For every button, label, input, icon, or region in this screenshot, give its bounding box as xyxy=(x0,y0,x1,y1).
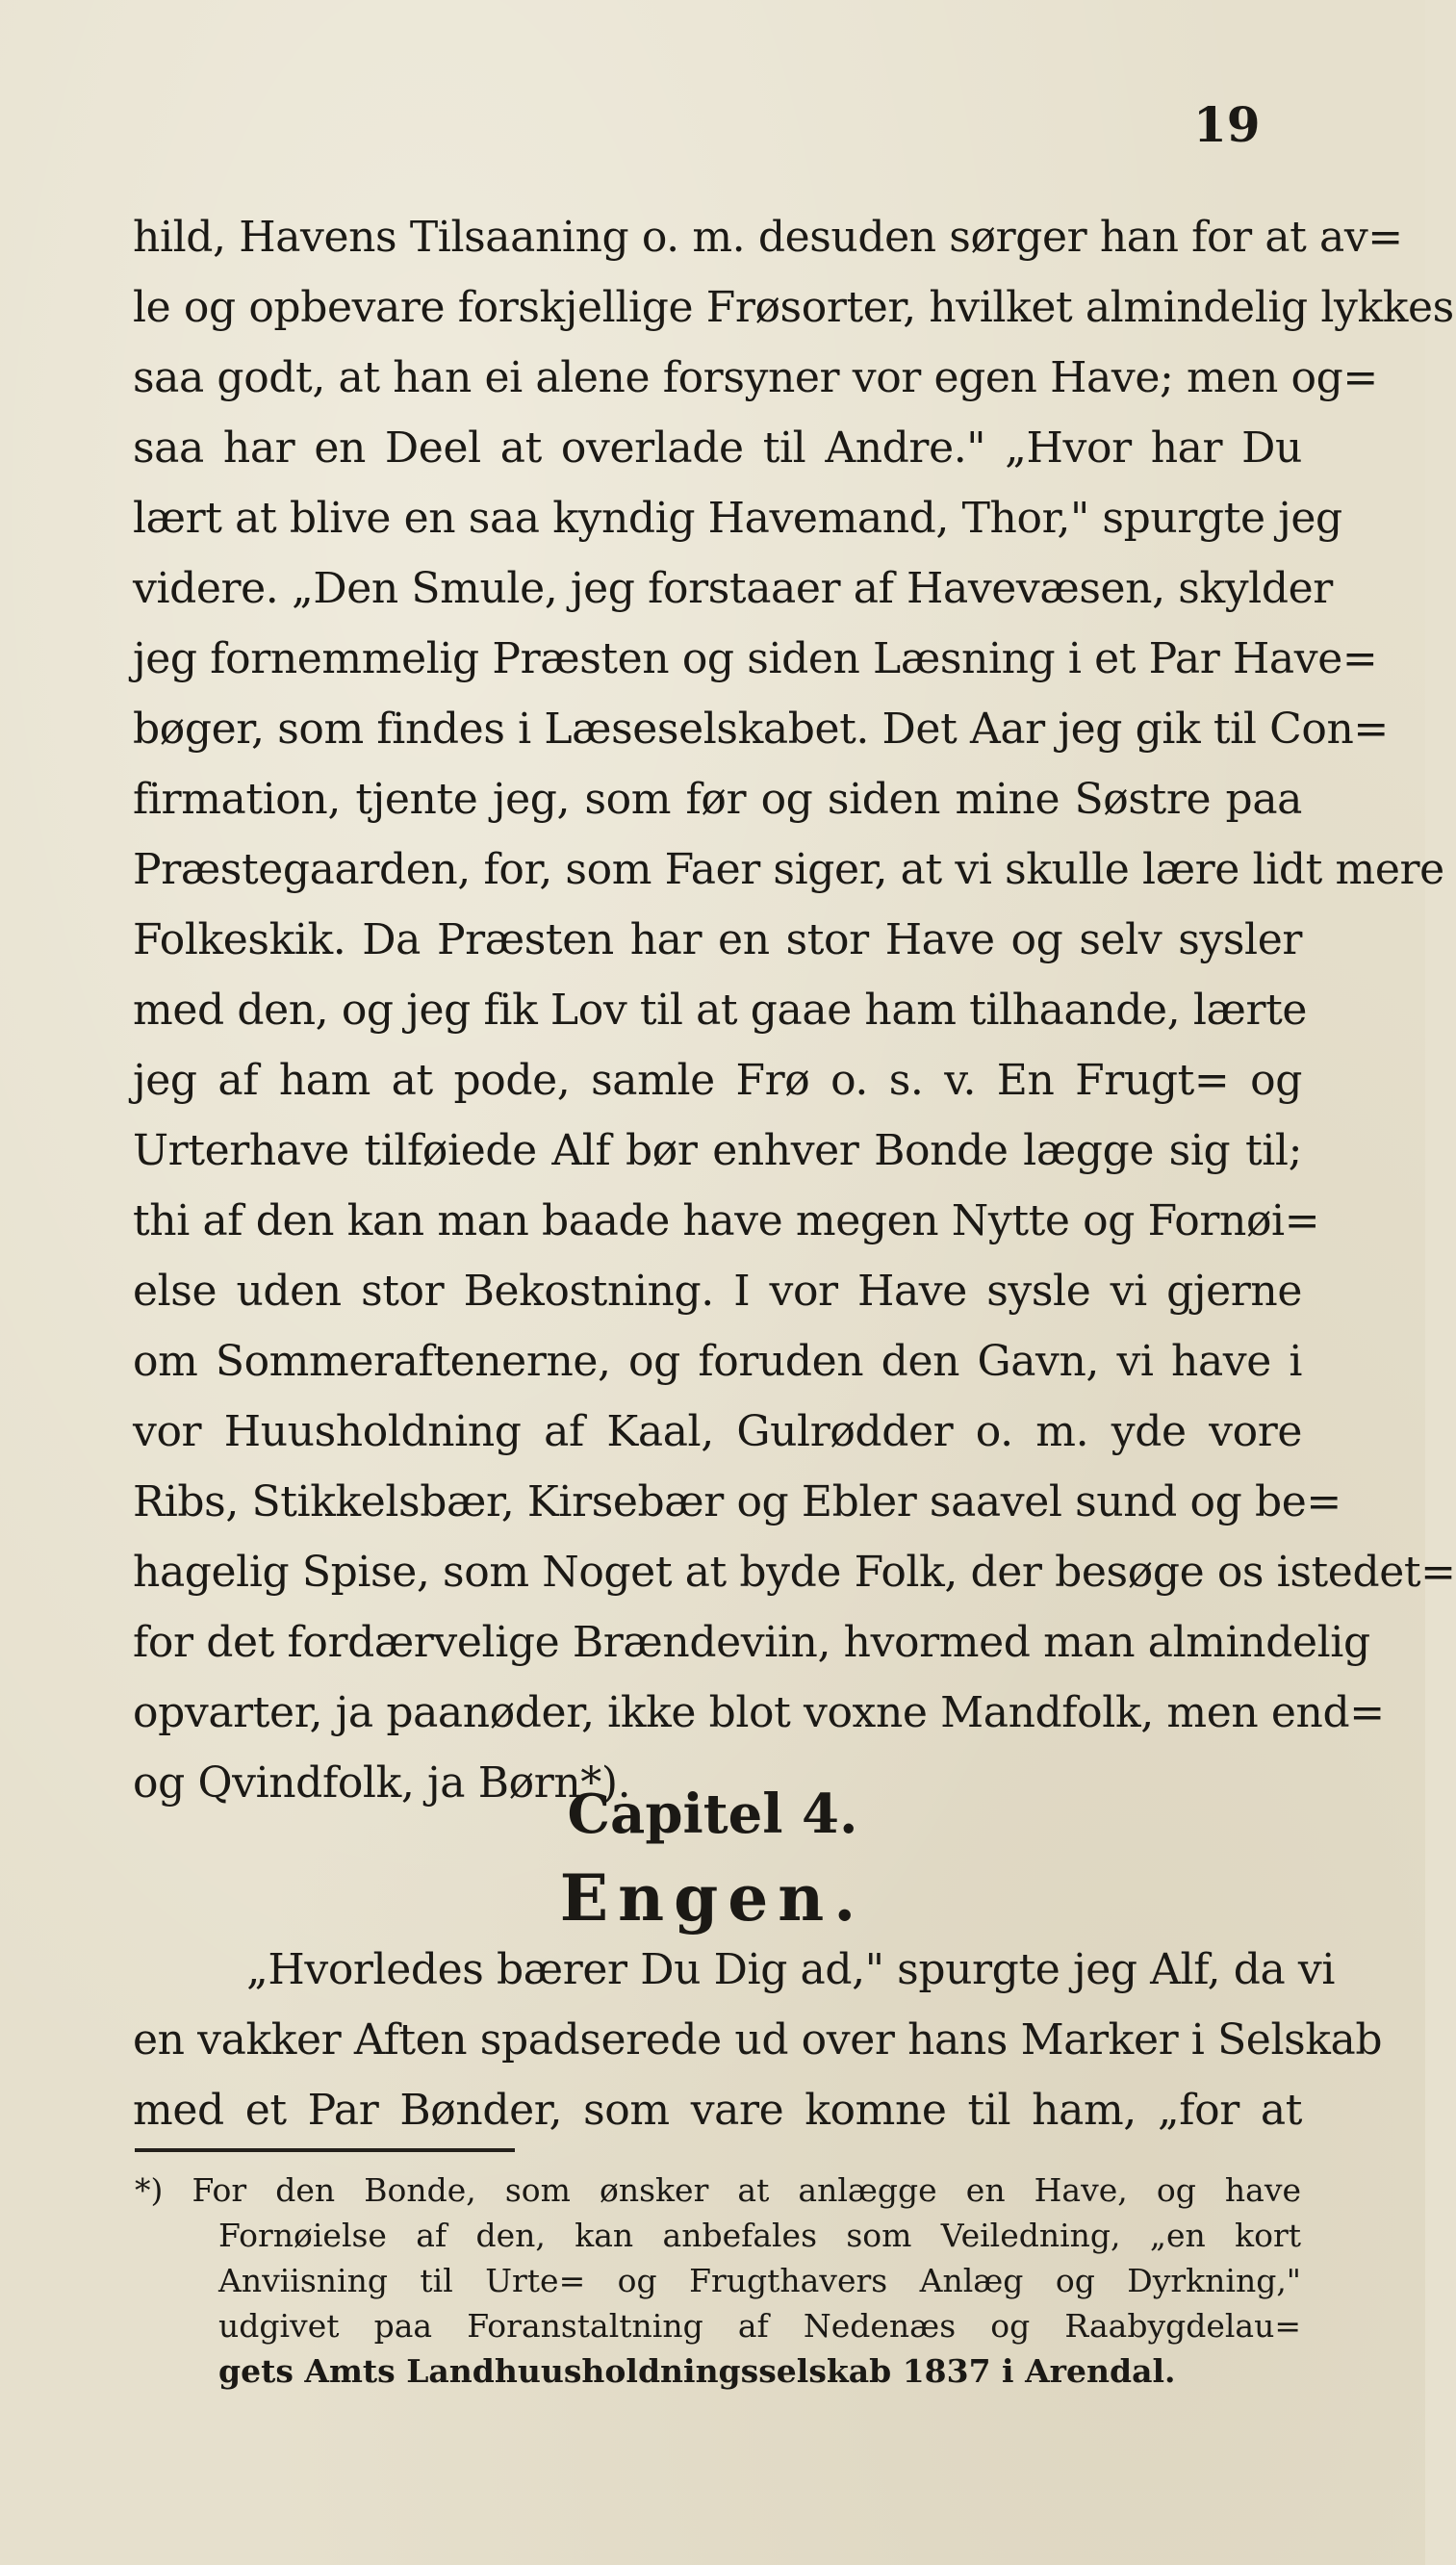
text-line: for det fordærvelige Brændeviin, hvormed man almindelig xyxy=(133,1618,1370,1667)
text-line: Folkeskik. Da Præsten har en stor Have og selv sysler xyxy=(133,915,1302,964)
text-line: jeg af ham at pode, samle Frø o. s. v. En Frugt= og xyxy=(133,1056,1302,1105)
footnote-line: gets Amts Landhuusholdningsselskab 1837 i Arendal. xyxy=(218,2352,1176,2390)
text-line: en vakker Aften spadserede ud over hans Marker i Selskab xyxy=(133,2015,1383,2065)
text-line: jeg fornemmelig Præsten og siden Læsning i et Par Have= xyxy=(133,634,1378,683)
text-line: bøger, som findes i Læseselskabet. Det Aar jeg gik til Con= xyxy=(133,705,1389,754)
text-line: Urterhave tilføiede Alf bør enhver Bonde lægge sig til; xyxy=(133,1126,1302,1175)
text-line: med den, og jeg fik Lov til at gaae ham tilhaande, lærte xyxy=(133,986,1308,1035)
footnote-line: Anviisning til Urte= og Frugthavers Anlæg og Dyrkning," xyxy=(218,2262,1301,2299)
text-line: om Sommeraftenerne, og foruden den Gavn, vi have i xyxy=(133,1337,1302,1386)
text-line: Ribs, Stikkelsbær, Kirsebær og Ebler saavel sund og be= xyxy=(133,1477,1341,1526)
text-line: med et Par Bønder, som vare komne til ham, „for at xyxy=(133,2086,1302,2135)
text-line: thi af den kan man baade have megen Nytte og Fornøi= xyxy=(133,1196,1320,1245)
page-number: 19 xyxy=(1193,96,1261,153)
text-line: „Hvorledes bærer Du Dig ad," spurgte jeg Alf, da vi xyxy=(246,1945,1336,1994)
text-line: saa har en Deel at overlade til Andre." „Hvor har Du xyxy=(133,423,1302,473)
paragraph-2 xyxy=(133,1935,1383,2145)
text-line: og Qvindfolk, ja Børn*). xyxy=(133,1758,631,1808)
text-line: vor Huusholdning af Kaal, Gulrødder o. m. yde vore xyxy=(133,1407,1302,1456)
text-line: lært at blive en saa kyndig Havemand, Thor," spurgte jeg xyxy=(133,494,1342,543)
chapter-title: Engen. xyxy=(559,1860,866,1936)
text-line: Præstegaarden, for, som Faer siger, at vi skulle lære lidt mere xyxy=(133,845,1444,894)
text-line: else uden stor Bekostning. I vor Have sysle vi gjerne xyxy=(133,1267,1302,1316)
text-line: saa godt, at han ei alene forsyner vor egen Have; men og= xyxy=(133,353,1378,402)
footnote-line: *) For den Bonde, som ønsker at anlægge en Have, og have xyxy=(135,2171,1301,2209)
footnote-line: Fornøielse af den, kan anbefales som Veiledning, „en kort xyxy=(218,2217,1301,2254)
text-line: hild, Havens Tilsaaning o. m. desuden sørger han for at av= xyxy=(133,213,1403,262)
text-line: opvarter, ja paanøder, ikke blot voxne Mandfolk, men end= xyxy=(133,1688,1385,1737)
footnote-divider xyxy=(135,2148,515,2152)
chapter-heading: Capitel 4. xyxy=(567,1783,858,1846)
paragraph-1 xyxy=(133,202,1456,1818)
text-line: firmation, tjente jeg, som før og siden mine Søstre paa xyxy=(133,775,1302,824)
text-line: hagelig Spise, som Noget at byde Folk, der besøge os istedet= xyxy=(133,1548,1456,1597)
footnote-line: udgivet paa Foranstaltning af Nedenæs og Raabygdelau= xyxy=(218,2307,1301,2345)
text-line: videre. „Den Smule, jeg forstaaer af Havevæsen, skylder xyxy=(133,564,1333,613)
footnote xyxy=(135,2167,1301,2394)
text-line: le og opbevare forskjellige Frøsorter, hvilket almindelig lykkes xyxy=(133,283,1454,332)
